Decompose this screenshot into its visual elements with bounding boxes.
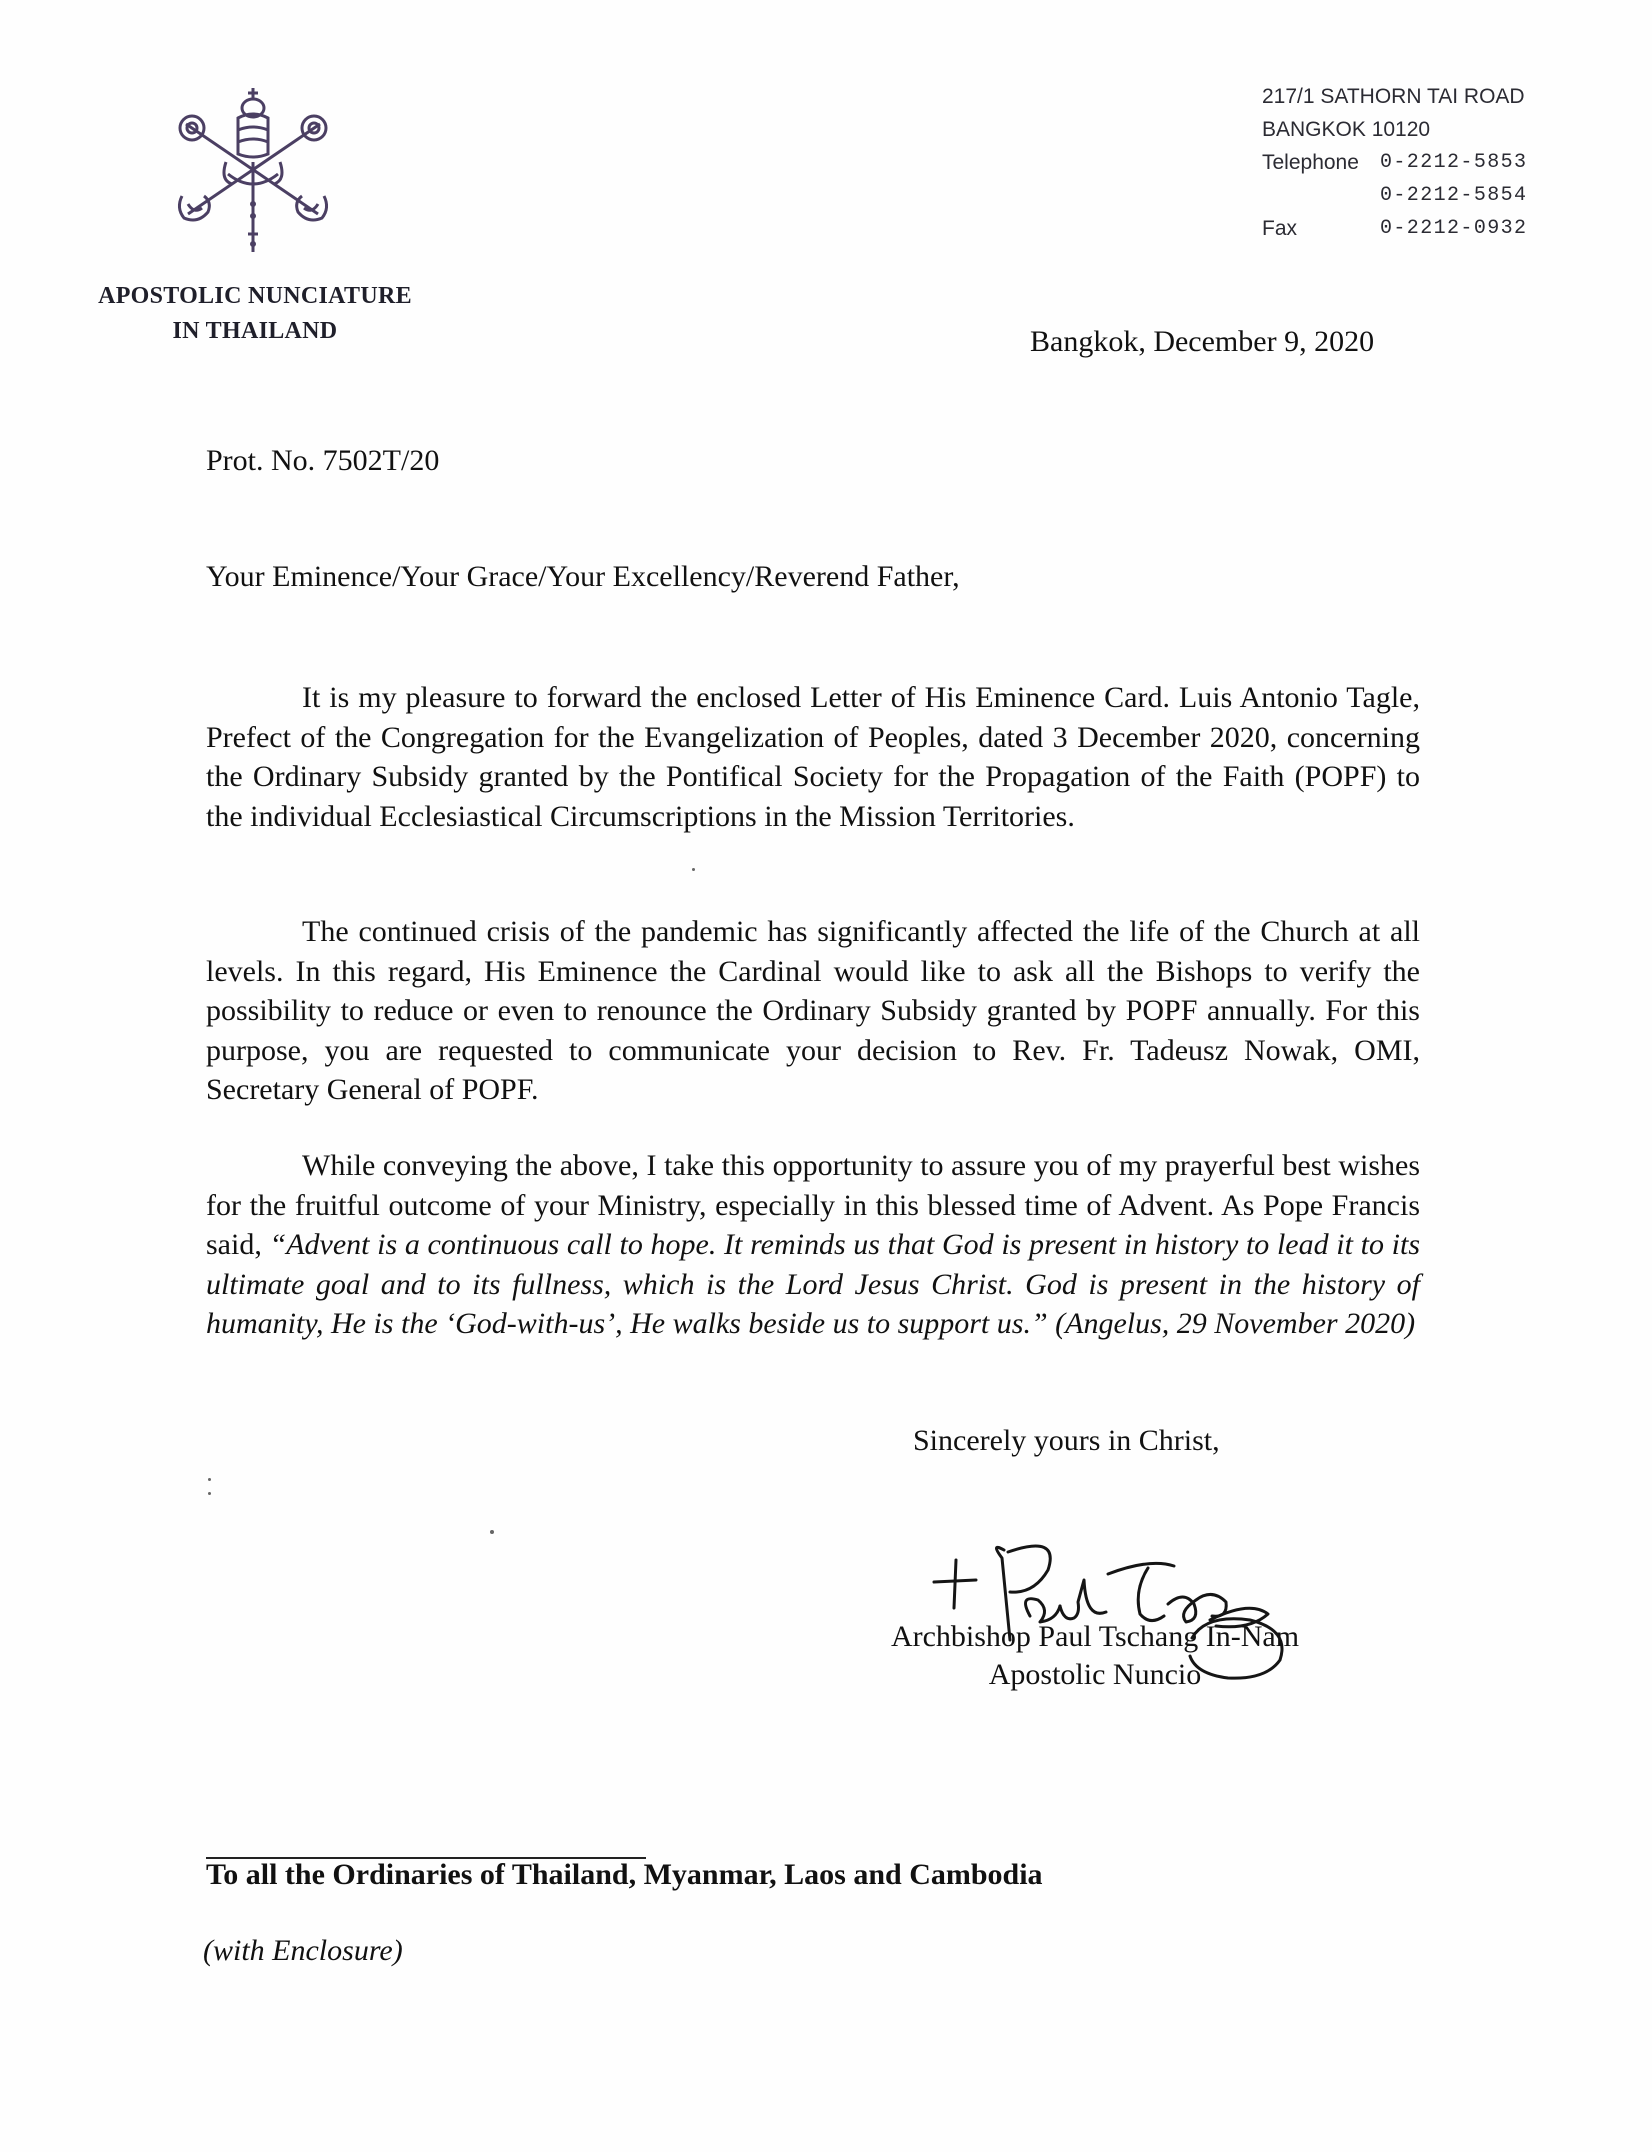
enclosure-note: (with Enclosure) [203,1934,403,1967]
organization-line-2: IN THAILAND [172,318,338,344]
fax-number: 0-2212-0932 [1380,217,1528,240]
scan-speck [208,1478,211,1481]
telephone-number-2: 0-2212-5854 [1380,184,1528,207]
fax-row [1262,212,1622,245]
fax-label: Fax [1262,217,1298,240]
body-paragraph-2: The continued crisis of the pandemic has significantly affected the life of the Church at all levels. In this regard, His Eminence the Cardinal would like to ask all the Bishops to verify the possibility to reduce or even to renounce the Ordinary Subsidy granted by POPF annually. For this purpose, you are requested to communicate your decision to Rev. Fr. Tadeusz Nowak, OMI, Secretary General of POPF. [206,915,1420,1107]
signer-name: Archbishop Paul Tschang In-Nam [890,1620,1300,1653]
telephone-label: Telephone [1262,151,1359,174]
paragraph-3-intro: While conveying the above, I take this opportunity to assure you of my prayerful best wishes for the fruitful outcome of your Ministry, especially in this blessed time of Advent. As Pope Francis said, [206,1149,1420,1262]
salutation: Your Eminence/Your Grace/Your Excellency/Reverend Father, [206,560,960,593]
recipients-line: To all the Ordinaries of Thailand, Myanmar, Laos and Cambodia [206,1858,1043,1891]
scan-speck [692,868,695,871]
body-paragraph-3 [206,1146,1420,1344]
signer-title: Apostolic Nuncio [988,1658,1202,1691]
letter-date: Bangkok, December 9, 2020 [1030,325,1375,358]
telephone-row-2 [1262,179,1622,212]
papal-coat-of-arms-logo [168,84,338,254]
letterhead-organization [70,279,440,349]
telephone-row-1 [1262,146,1622,179]
protocol-number: Prot. No. 7502T/20 [206,444,440,477]
organization-line-1: APOSTOLIC NUNCIATURE [98,283,412,309]
address-line-1: 217/1 SATHORN TAI ROAD [1262,85,1525,108]
scan-speck [208,1492,211,1495]
address-city [1262,113,1622,146]
body-paragraph-1: It is my pleasure to forward the enclosed Letter of His Eminence Card. Luis Antonio Tagle, Prefect of the Congregation for the Evangelization of Peoples, dated 3 December 2020, concerning the Ordinary Subsidy granted by the Pontifical Society for the Propagation of the Faith (POPF) to the individual Ecclesiastical Circumscriptions in the Mission Territories. [206,681,1420,833]
scan-speck [490,1530,494,1534]
letterhead-address [1262,80,1622,245]
address-line-2: BANGKOK 10120 [1262,118,1431,141]
closing-line: Sincerely yours in Christ, [913,1424,1220,1457]
address-street [1262,80,1622,113]
signer-block [865,1618,1325,1694]
telephone-number-1: 0-2212-5853 [1380,151,1528,174]
pope-quote: “Advent is a continuous call to hope. It reminds us that God is present in history to lead it to its ultimate goal and to its fullness, which is the Lord Jesus Christ. God is present in the history of humanity, He is the ‘God-with-us’, He walks beside us to support us.” (Angelus, 29 November 2020) [206,1228,1421,1341]
